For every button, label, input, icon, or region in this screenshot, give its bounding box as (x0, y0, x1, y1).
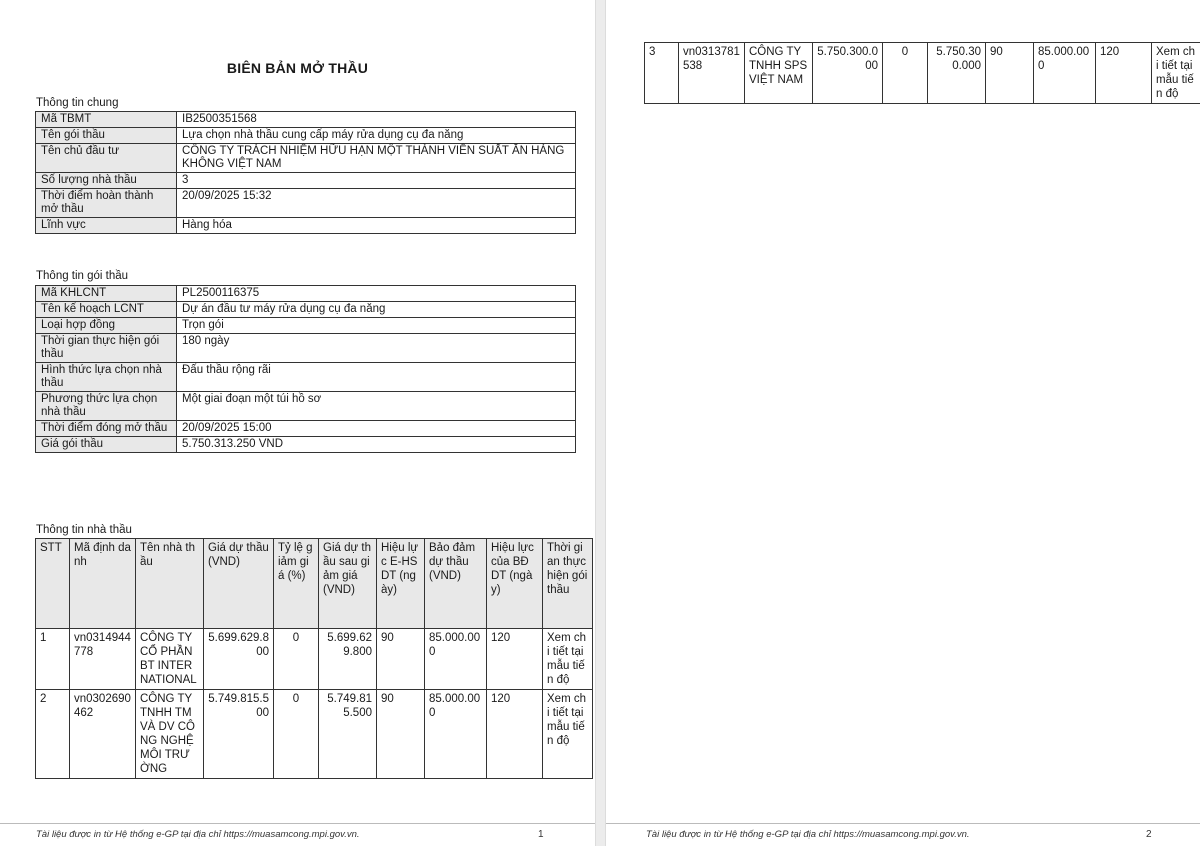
table-row: Thời điểm hoàn thành mở thầu 20/09/2025 15:32 (36, 189, 576, 218)
document-page-2 (606, 0, 1200, 846)
table-row: 1 vn0314944778 CÔNG TY CỔ PHẦN BT INTERNATIONAL 5.699.629.800 0 5.699.629.800 90 85.000.000 120 Xem chi tiết tại mẫu tiến độ (36, 629, 593, 690)
footer-divider (606, 823, 1200, 824)
table-row: 3 vn0313781538 CÔNG TY TNHH SPS VIỆT NAM 5.750.300.000 0 5.750.300.000 90 85.000.000 120 Xem chi tiết tại mẫu tiến độ (645, 43, 1200, 104)
general-info-table (35, 111, 576, 234)
table-header-row: STT Mã định danh Tên nhà thầu Giá dự thầu (VND) Tỷ lệ giảm giá (%) Giá dự thầu sau giảm giá (VND) Hiệu lực E-HSDT (ngày) Bảo đảm dự thầu (VND) Hiệu lực của BĐ DT (ngày) Thời gian thực hiện gói thầu (36, 539, 593, 629)
table-row: Hình thức lựa chọn nhà thầu Đấu thầu rộng rãi (36, 363, 576, 392)
page-number: 1 (538, 829, 544, 840)
package-info-table (35, 285, 576, 453)
section-general-label: Thông tin chung (36, 97, 119, 109)
table-row: Mã KHLCNT PL2500116375 (36, 286, 576, 302)
page-footer: Tài liệu được in từ Hệ thống e-GP tại địa chỉ https://muasamcong.mpi.gov.vn. (36, 829, 360, 840)
table-row: Thời điểm đóng mở thầu 20/09/2025 15:00 (36, 421, 576, 437)
table-row: Tên chủ đầu tư CÔNG TY TRÁCH NHIỆM HỮU HẠN MỘT THÀNH VIÊN SUẤT ĂN HÀNG KHÔNG VIỆT NAM (36, 144, 576, 173)
table-row: Mã TBMT IB2500351568 (36, 112, 576, 128)
document-title: BIÊN BẢN MỞ THẦU (226, 60, 369, 76)
table-row: Loại hợp đồng Trọn gói (36, 318, 576, 334)
table-row: Số lượng nhà thầu 3 (36, 173, 576, 189)
page-footer: Tài liệu được in từ Hệ thống e-GP tại địa chỉ https://muasamcong.mpi.gov.vn. (646, 829, 970, 840)
table-row: Thời gian thực hiện gói thầu 180 ngày (36, 334, 576, 363)
section-package-label: Thông tin gói thầu (36, 270, 129, 282)
table-row: Tên kế hoạch LCNT Dự án đầu tư máy rửa dụng cụ đa năng (36, 302, 576, 318)
bidders-table (35, 538, 593, 779)
footer-divider (0, 823, 595, 824)
table-row: Lĩnh vực Hàng hóa (36, 218, 576, 234)
table-row: 2 vn0302690462 CÔNG TY TNHH TM VÀ DV CÔNG NGHỆ MÔI TRƯỜNG 5.749.815.500 0 5.749.815.500 90 85.000.000 120 Xem chi tiết tại mẫu tiến độ (36, 690, 593, 779)
table-row: Giá gói thầu 5.750.313.250 VND (36, 437, 576, 453)
table-row: Phương thức lựa chọn nhà thầu Một giai đoạn một túi hồ sơ (36, 392, 576, 421)
document-page-1 (0, 0, 595, 846)
section-bidders-label: Thông tin nhà thầu (36, 524, 132, 536)
page-gutter (595, 0, 606, 846)
bidders-table-continued (644, 42, 1200, 104)
page-number: 2 (1146, 829, 1152, 840)
table-row: Tên gói thầu Lựa chọn nhà thầu cung cấp máy rửa dụng cụ đa năng (36, 128, 576, 144)
